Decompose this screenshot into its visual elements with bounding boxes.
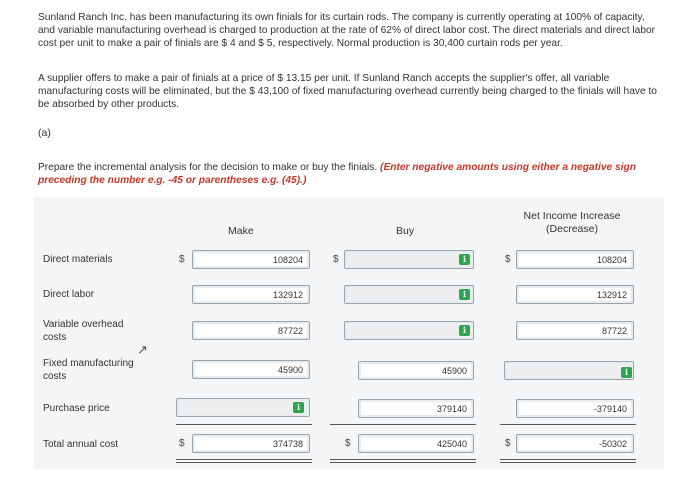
total-double-rule (500, 462, 636, 463)
total-double-rule (330, 459, 476, 460)
direct-labor-buy-input[interactable] (344, 285, 474, 304)
total-annual-cost-net-input[interactable]: -50302 (516, 434, 634, 453)
info-icon[interactable]: i (459, 289, 470, 300)
dollar-sign: $ (179, 254, 185, 265)
total-annual-cost-buy-input[interactable]: 425040 (358, 434, 474, 453)
subtotal-rule (176, 424, 312, 425)
variable-overhead-net-input[interactable]: 87722 (516, 321, 634, 340)
column-header-net-income: Net Income Increase (Decrease) (523, 210, 621, 235)
row-label-variable-overhead: Variable overhead costs (43, 319, 124, 343)
direct-materials-net-input[interactable]: 108204 (516, 250, 634, 269)
variable-overhead-buy-input[interactable] (344, 321, 474, 340)
dollar-sign: $ (505, 254, 511, 265)
problem-paragraph-2: A supplier offers to make a pair of finials at a price of $ 13.15 per unit. If Sunland Ranch accepts the supplier's offer, all variable manufacturing costs will be eliminated, but the $ 43,100 of fixed manufacturing overhead currently being charged to the finials will have to be absorbed by other products. (38, 73, 657, 110)
instructions-hint: (Enter negative amounts using either a negative sign preceding the number e.g. -45 or parentheses e.g. (45).) (38, 162, 636, 186)
subtotal-rule (330, 424, 476, 425)
mouse-cursor-icon: ↗ (137, 342, 148, 357)
fixed-manufacturing-buy-input[interactable]: 45900 (358, 361, 474, 380)
dollar-sign: $ (505, 438, 511, 449)
purchase-price-make-input[interactable] (176, 398, 310, 417)
direct-materials-make-input[interactable]: 108204 (192, 250, 310, 269)
total-double-rule (500, 459, 636, 460)
direct-materials-buy-input[interactable] (344, 250, 474, 269)
row-label-total-annual-cost: Total annual cost (43, 439, 119, 450)
row-label-fixed-manufacturing: Fixed manufacturing costs (43, 358, 134, 382)
column-header-buy: Buy (396, 225, 415, 237)
info-icon[interactable]: i (621, 367, 632, 378)
info-icon[interactable]: i (459, 325, 470, 336)
direct-labor-make-input[interactable]: 132912 (192, 285, 310, 304)
purchase-price-buy-input[interactable]: 379140 (358, 399, 474, 418)
part-label: (a) (38, 127, 51, 139)
dollar-sign: $ (333, 254, 339, 265)
column-header-make: Make (228, 225, 254, 237)
total-double-rule (330, 462, 476, 463)
fixed-manufacturing-make-input[interactable]: 45900 (192, 360, 310, 379)
total-annual-cost-make-input[interactable]: 374738 (192, 434, 310, 453)
total-double-rule (176, 462, 312, 463)
row-label-direct-labor: Direct labor (43, 289, 95, 300)
fixed-manufacturing-net-input[interactable] (504, 361, 634, 380)
row-label-direct-materials: Direct materials (43, 254, 113, 265)
direct-labor-net-input[interactable]: 132912 (516, 285, 634, 304)
problem-paragraph-1: Sunland Ranch Inc. has been manufacturing its own finials for its curtain rods. The company is currently operating at 100% of capacity, and variable manufacturing overhead is charged to production at the rate of 62% of direct labor cost. The direct materials and direct labor cost per unit to make a pair of finials are $ 4 and $ 5, respectively. Normal production is 30,400 curtain rods per year. (38, 12, 656, 49)
info-icon[interactable]: i (459, 254, 470, 265)
instructions-text: Prepare the incremental analysis for the decision to make or buy the finials. (38, 162, 378, 173)
info-icon[interactable]: i (293, 402, 304, 413)
total-double-rule (176, 459, 312, 460)
instructions (38, 161, 663, 187)
row-label-purchase-price: Purchase price (43, 403, 110, 414)
dollar-sign: $ (179, 438, 185, 449)
dollar-sign: $ (345, 438, 351, 449)
purchase-price-net-input[interactable]: -379140 (516, 399, 634, 418)
subtotal-rule (500, 424, 636, 425)
variable-overhead-make-input[interactable]: 87722 (192, 321, 310, 340)
